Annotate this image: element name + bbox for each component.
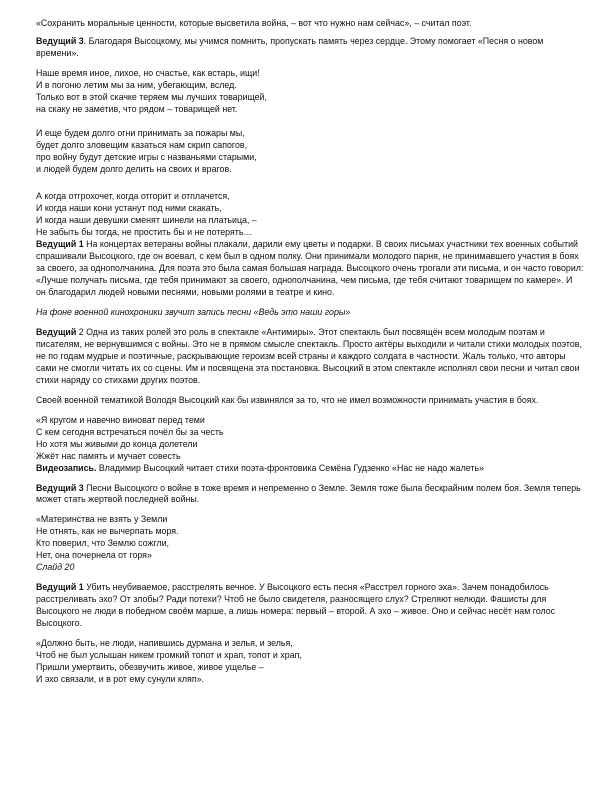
poem-line: Нет, она почернела от горя» xyxy=(36,550,152,561)
poem-line: «Должно быть, не люди, напившись дурмана и зелья, и зелья, xyxy=(36,637,293,648)
poem-line: «Я кругом и навечно виноват перед теми xyxy=(36,414,205,425)
speaker-label: Ведущий 1 xyxy=(36,582,84,593)
poem-stanza-3 xyxy=(36,191,584,239)
paragraph-text: 2 Одна из таких ролей это роль в спектакле «Антимиры». Этот спектакль был посвящён всем молодым поэтам и писателям, не вернувшимся с войны. Это не в прямом смысле спектакль. Просто актёры выходили и читали стихи молодых поэтов, не по годам мудрые и поэтичные, раскрывающие героизм всей страны и каждого солдата в частности. Жаль только, что авторы сами не смогли читать их со сцены. Им и посвящена эта постановка. Высоцкий в этом спектакле исполнял свои песни и читал свои стихи наряду со стихами других поэтов. xyxy=(36,327,582,385)
paragraph-host1-letters xyxy=(36,239,584,299)
poem-line: про войну будут детские игры с названьями старыми, xyxy=(36,151,257,162)
speaker-label: Ведущий xyxy=(36,327,77,338)
paragraph-host3-intro xyxy=(36,36,584,60)
poem-stanza-4 xyxy=(36,415,584,463)
poem-line: Пришли умертвить, обезвучить живое, живое ущелье – xyxy=(36,661,264,672)
poem-line: И в погоню летим мы за ним, убегающим, вслед. xyxy=(36,79,237,90)
paragraph-host3-earth xyxy=(36,483,584,507)
document-page xyxy=(36,18,584,686)
poem-line: И еще будем долго огни принимать за пожары мы, xyxy=(36,127,245,138)
slide-label: Слайд 20 xyxy=(36,562,75,573)
poem-stanza-2 xyxy=(36,128,584,176)
poem-line: Жжёт нас память и мучает совесть xyxy=(36,450,181,461)
poem-line: Наше время иное, лихое, но счастье, как встарь, ищи! xyxy=(36,67,260,78)
paragraph-host2-antimiry xyxy=(36,327,584,387)
poem-line: Не забыть бы тогда, не простить бы и не потерять… xyxy=(36,227,253,238)
stage-direction: На фоне военной кинохроники звучит запись песни «Ведь это наши горы» xyxy=(36,307,351,318)
paragraph-host1-echo xyxy=(36,582,584,630)
poem-line: Не отнять, как не вычерпать моря. xyxy=(36,526,179,537)
paragraph-text: Убить неубиваемое, расстрелять вечное. У Высоцкого есть песня «Расстрел горного эха». Зачем понадобилось расстреливать эхо? От злобы? Ради потехи? Чтоб не было свидетеля, разносящего слух? Стреляют нелюди. Фашисты для Высоцкого не люди в победном своём марше, а лишь номера: первый – второй. А эхо – живое. Оно и сейчас несёт нам голос Высоцкого. xyxy=(36,582,556,629)
poem-line: и людей будем долго делить на своих и врагов. xyxy=(36,163,232,174)
poem-stanza-5 xyxy=(36,514,584,574)
poem-line: на скаку не заметив, что рядом – товарищей нет. xyxy=(36,103,238,114)
poem-line: будет долго зловещим казаться нам скрип сапогов, xyxy=(36,139,248,150)
paragraph-text: На концертах ветераны войны плакали, дарили ему цветы и подарки. В своих письмах участники тех военных событий спрашивали Высоцкого, где он воевал, с кем был в одном полку. Они принимали молодого парня, не принимавшего участия в боях за своего, за однополчанина. Для поэта это была самая большая награда. Высоцкого очень трогали эти письма, и он часто говорил: «Лучше получать письма, где тебя принимают за своего, однополчанина, чем письма, где тебя считают товарищем по камере». И он благодарил людей новыми песнями, новыми ролями в театре и кино. xyxy=(36,239,584,298)
paragraph-quote: «Сохранить моральные ценности, которые высветила война, – вот что нужно нам сейчас», – считал поэт. xyxy=(36,18,472,28)
poem-line: И когда наши кони устанут под ними скакать, xyxy=(36,203,222,214)
paragraph-war-theme: Своей военной тематикой Володя Высоцкий как бы извинялся за то, что не имел возможности принимать участия в боях. xyxy=(36,394,539,405)
poem-line: С кем сегодня встречаться почёл бы за честь xyxy=(36,426,224,437)
paragraph-text: . Благодаря Высоцкому, мы учимся помнить, пропускать память через сердце. Этому помогает «Песня о новом времени». xyxy=(36,35,544,58)
poem-line: Чтоб не был услышан никем громкий топот и храп, топот и храп, xyxy=(36,649,302,660)
poem-line: И эхо связали, и в рот ему сунули кляп». xyxy=(36,673,204,684)
speaker-label: Видеозапись. xyxy=(36,462,97,473)
speaker-label: Ведущий 3 xyxy=(36,482,84,493)
poem-stanza-6 xyxy=(36,638,584,686)
poem-line: Только вот в этой скачке теряем мы лучших товарищей, xyxy=(36,91,267,102)
paragraph-text: Песни Высоцкого о войне в тоже время и непременно о Земле. Земля тоже была бескрайним полем боя. Земля теперь может стать жертвой последней войны. xyxy=(36,482,581,505)
speaker-label: Ведущий 3 xyxy=(36,35,84,46)
poem-line: А когда отгрохочет, когда отгорит и отплачется, xyxy=(36,191,230,202)
poem-line: Но хотя мы живыми до конца долетели xyxy=(36,438,198,449)
poem-line: «Материнства не взять у Земли xyxy=(36,514,168,525)
paragraph-text: Владимир Высоцкий читает стихи поэта-фронтовика Семёна Гудзенко «Нас не надо жалеть» xyxy=(96,462,484,473)
poem-stanza-1 xyxy=(36,68,584,116)
paragraph-video xyxy=(36,463,584,475)
speaker-label: Ведущий 1 xyxy=(36,239,84,250)
poem-line: Кто поверил, что Землю сожгли, xyxy=(36,538,170,549)
poem-line: И когда наши девушки сменят шинели на платьица, – xyxy=(36,215,257,226)
